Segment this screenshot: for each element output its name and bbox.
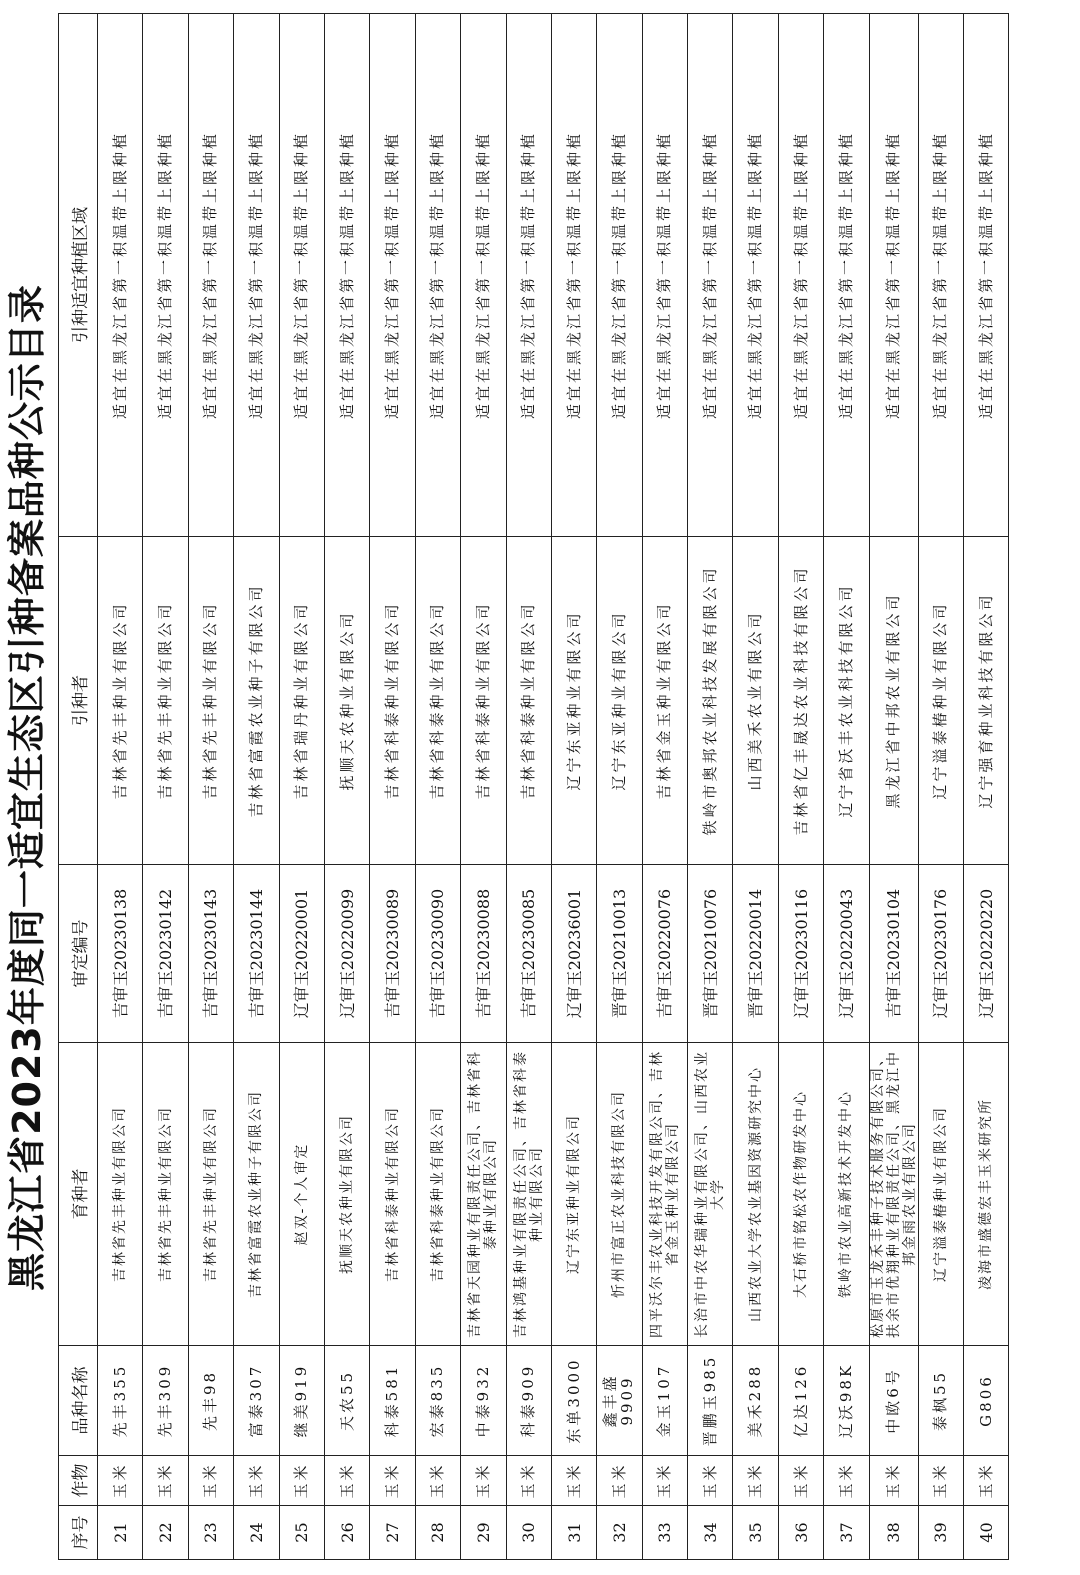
cell-introducer: 吉林省科泰种业有限公司 — [461, 537, 506, 865]
cell-breeder: 吉林鸿基种业有限责任公司、吉林省科泰种业有限公司 — [506, 1043, 551, 1346]
cell-approval: 吉审玉20230090 — [415, 865, 460, 1043]
cell-introducer: 吉林省富霞农业种子有限公司 — [234, 537, 279, 865]
cell-crop: 玉米 — [324, 1456, 369, 1506]
cell-variety: 先丰309 — [143, 1346, 188, 1456]
cell-crop: 玉米 — [461, 1456, 506, 1506]
header-approval: 审定编号 — [59, 865, 98, 1043]
cell-no: 32 — [597, 1506, 642, 1560]
table-row — [918, 14, 963, 1560]
cell-breeder: 辽宁东亚种业有限公司 — [551, 1043, 596, 1346]
cell-region: 适宜在黑龙江省第一积温带上限种植 — [415, 14, 460, 537]
cell-region: 适宜在黑龙江省第一积温带上限种植 — [642, 14, 687, 537]
table-row — [778, 14, 823, 1560]
cell-approval: 辽审玉20220043 — [824, 865, 869, 1043]
cell-region: 适宜在黑龙江省第一积温带上限种植 — [324, 14, 369, 537]
cell-crop: 玉米 — [506, 1456, 551, 1506]
cell-variety: 中欧6号 — [869, 1346, 918, 1456]
cell-approval: 吉审玉20230142 — [143, 865, 188, 1043]
header-variety: 品种名称 — [59, 1346, 98, 1456]
cell-breeder: 铁岭市农业高新技术开发中心 — [824, 1043, 869, 1346]
cell-introducer: 山西美禾农业有限公司 — [733, 537, 778, 865]
cell-crop: 玉米 — [370, 1456, 415, 1506]
cell-breeder: 辽宁溢泰椿种业有限公司 — [918, 1043, 963, 1346]
cell-no: 23 — [188, 1506, 233, 1560]
cell-approval: 晋审玉20210013 — [597, 865, 642, 1043]
table-row — [188, 14, 233, 1560]
cell-crop: 玉米 — [964, 1456, 1009, 1506]
cell-no: 37 — [824, 1506, 869, 1560]
cell-crop: 玉米 — [597, 1456, 642, 1506]
header-no: 序号 — [59, 1506, 98, 1560]
cell-region: 适宜在黑龙江省第一积温带上限种植 — [551, 14, 596, 537]
table-row — [461, 14, 506, 1560]
cell-breeder: 抚顺天农种业有限公司 — [324, 1043, 369, 1346]
cell-no: 30 — [506, 1506, 551, 1560]
cell-breeder: 大石桥市铭松农作物研发中心 — [778, 1043, 823, 1346]
cell-crop: 玉米 — [415, 1456, 460, 1506]
cell-variety: 科泰581 — [370, 1346, 415, 1456]
cell-variety: 天农55 — [324, 1346, 369, 1456]
cell-no: 38 — [869, 1506, 918, 1560]
cell-crop: 玉米 — [98, 1456, 143, 1506]
cell-no: 26 — [324, 1506, 369, 1560]
cell-variety: 亿达126 — [778, 1346, 823, 1456]
cell-breeder: 赵双-个人审定 — [279, 1043, 324, 1346]
cell-no: 35 — [733, 1506, 778, 1560]
header-introducer: 引种者 — [59, 537, 98, 865]
cell-approval: 吉审玉20230085 — [506, 865, 551, 1043]
cell-introducer: 辽宁东亚种业有限公司 — [551, 537, 596, 865]
header-row — [59, 14, 98, 1560]
cell-breeder: 吉林省先丰种业有限公司 — [188, 1043, 233, 1346]
table-row — [279, 14, 324, 1560]
table-row — [733, 14, 778, 1560]
table-row — [324, 14, 369, 1560]
cell-no: 25 — [279, 1506, 324, 1560]
cell-approval: 晋审玉20210076 — [688, 865, 733, 1043]
header-region: 引种适宜种植区域 — [59, 14, 98, 537]
cell-introducer: 抚顺天农种业有限公司 — [324, 537, 369, 865]
table-row — [869, 14, 918, 1560]
cell-approval: 晋审玉20220014 — [733, 865, 778, 1043]
cell-region: 适宜在黑龙江省第一积温带上限种植 — [370, 14, 415, 537]
cell-crop: 玉米 — [188, 1456, 233, 1506]
cell-breeder: 凌海市盛德宏丰玉米研究所 — [964, 1043, 1009, 1346]
cell-breeder: 吉林省先丰种业有限公司 — [98, 1043, 143, 1346]
cell-breeder: 松原市玉龙禾丰种子技术服务有限公司、扶余市优翔种业有限责任公司、黑龙江中邦金雨农业有限公司 — [869, 1043, 918, 1346]
cell-approval: 辽审玉20236001 — [551, 865, 596, 1043]
cell-crop: 玉米 — [733, 1456, 778, 1506]
cell-approval: 辽审玉20230176 — [918, 865, 963, 1043]
cell-introducer: 辽宁溢泰椿种业有限公司 — [918, 537, 963, 865]
header-breeder: 育种者 — [59, 1043, 98, 1346]
cell-variety: 泰枫55 — [918, 1346, 963, 1456]
cell-region: 适宜在黑龙江省第一积温带上限种植 — [688, 14, 733, 537]
cell-no: 24 — [234, 1506, 279, 1560]
cell-region: 适宜在黑龙江省第一积温带上限种植 — [778, 14, 823, 537]
cell-region: 适宜在黑龙江省第一积温带上限种植 — [279, 14, 324, 537]
variety-table — [58, 13, 1009, 1560]
cell-region: 适宜在黑龙江省第一积温带上限种植 — [733, 14, 778, 537]
cell-no: 33 — [642, 1506, 687, 1560]
cell-region: 适宜在黑龙江省第一积温带上限种植 — [98, 14, 143, 537]
cell-introducer: 黑龙江省中邦农业有限公司 — [869, 537, 918, 865]
cell-crop: 玉米 — [234, 1456, 279, 1506]
cell-approval: 吉审玉20230088 — [461, 865, 506, 1043]
table-row — [597, 14, 642, 1560]
cell-introducer: 吉林省金玉种业有限公司 — [642, 537, 687, 865]
page-title: 黑龙江省2023年度同一适宜生态区引种备案品种公示目录 — [5, 284, 49, 1291]
cell-breeder: 吉林省科泰种业有限公司 — [370, 1043, 415, 1346]
cell-region: 适宜在黑龙江省第一积温带上限种植 — [506, 14, 551, 537]
table-row — [506, 14, 551, 1560]
cell-approval: 吉审玉20230138 — [98, 865, 143, 1043]
table-body — [98, 14, 1009, 1560]
table-row — [415, 14, 460, 1560]
cell-variety: 先丰98 — [188, 1346, 233, 1456]
cell-breeder: 忻州市富正农业科技有限公司 — [597, 1043, 642, 1346]
cell-crop: 玉米 — [279, 1456, 324, 1506]
cell-region: 适宜在黑龙江省第一积温带上限种植 — [918, 14, 963, 537]
cell-breeder: 吉林省科泰种业有限公司 — [415, 1043, 460, 1346]
cell-region: 适宜在黑龙江省第一积温带上限种植 — [597, 14, 642, 537]
cell-breeder: 长治市中农华瑞种业有限公司、山西农业大学 — [688, 1043, 733, 1346]
cell-breeder: 吉林省先丰种业有限公司 — [143, 1043, 188, 1346]
cell-variety: 辽沃98K — [824, 1346, 869, 1456]
cell-introducer: 辽宁强育种业科技有限公司 — [964, 537, 1009, 865]
cell-introducer: 吉林省科泰种业有限公司 — [370, 537, 415, 865]
table-row — [143, 14, 188, 1560]
cell-variety: 美禾288 — [733, 1346, 778, 1456]
cell-introducer: 吉林省科泰种业有限公司 — [415, 537, 460, 865]
table-row — [688, 14, 733, 1560]
cell-introducer: 吉林省瑞丹种业有限公司 — [279, 537, 324, 865]
cell-introducer: 辽宁东亚种业有限公司 — [597, 537, 642, 865]
table-row — [98, 14, 143, 1560]
cell-no: 22 — [143, 1506, 188, 1560]
cell-breeder: 吉林省天园种业有限责任公司、吉林省科泰种业有限公司 — [461, 1043, 506, 1346]
cell-variety: 科泰909 — [506, 1346, 551, 1456]
cell-introducer: 吉林省科泰种业有限公司 — [506, 537, 551, 865]
cell-crop: 玉米 — [642, 1456, 687, 1506]
cell-region: 适宜在黑龙江省第一积温带上限种植 — [188, 14, 233, 537]
cell-variety: 继美919 — [279, 1346, 324, 1456]
cell-region: 适宜在黑龙江省第一积温带上限种植 — [964, 14, 1009, 537]
cell-approval: 吉审玉20230089 — [370, 865, 415, 1043]
cell-variety: 中泰932 — [461, 1346, 506, 1456]
cell-variety: 富泰307 — [234, 1346, 279, 1456]
cell-crop: 玉米 — [143, 1456, 188, 1506]
cell-approval: 吉审玉20230144 — [234, 865, 279, 1043]
cell-introducer: 辽宁省沃丰农业科技有限公司 — [824, 537, 869, 865]
cell-no: 28 — [415, 1506, 460, 1560]
cell-introducer: 吉林省亿丰晟达农业科技有限公司 — [778, 537, 823, 865]
cell-region: 适宜在黑龙江省第一积温带上限种植 — [824, 14, 869, 537]
cell-approval: 辽审玉20230116 — [778, 865, 823, 1043]
cell-approval: 辽审玉20220220 — [964, 865, 1009, 1043]
cell-variety: 晋鹏玉985 — [688, 1346, 733, 1456]
cell-crop: 玉米 — [551, 1456, 596, 1506]
cell-crop: 玉米 — [688, 1456, 733, 1506]
cell-variety: 东单3000 — [551, 1346, 596, 1456]
cell-crop: 玉米 — [778, 1456, 823, 1506]
cell-variety: G806 — [964, 1346, 1009, 1456]
table-row — [551, 14, 596, 1560]
cell-approval: 吉审玉20230104 — [869, 865, 918, 1043]
table-row — [964, 14, 1009, 1560]
cell-variety: 先丰355 — [98, 1346, 143, 1456]
table-row — [824, 14, 869, 1560]
cell-breeder: 吉林省富霞农业种子有限公司 — [234, 1043, 279, 1346]
cell-introducer: 铁岭市奥邦农业科技发展有限公司 — [688, 537, 733, 865]
cell-no: 39 — [918, 1506, 963, 1560]
cell-no: 34 — [688, 1506, 733, 1560]
cell-no: 27 — [370, 1506, 415, 1560]
cell-breeder: 四平沃尔丰农业科技开发有限公司、吉林省金玉种业有限公司 — [642, 1043, 687, 1346]
cell-crop: 玉米 — [824, 1456, 869, 1506]
cell-variety: 金玉107 — [642, 1346, 687, 1456]
cell-no: 29 — [461, 1506, 506, 1560]
cell-introducer: 吉林省先丰种业有限公司 — [143, 537, 188, 865]
cell-region: 适宜在黑龙江省第一积温带上限种植 — [461, 14, 506, 537]
cell-region: 适宜在黑龙江省第一积温带上限种植 — [234, 14, 279, 537]
cell-region: 适宜在黑龙江省第一积温带上限种植 — [869, 14, 918, 537]
cell-introducer: 吉林省先丰种业有限公司 — [188, 537, 233, 865]
cell-breeder: 山西农业大学农业基因资源研究中心 — [733, 1043, 778, 1346]
cell-approval: 吉审玉20230143 — [188, 865, 233, 1043]
header-crop: 作物 — [59, 1456, 98, 1506]
cell-approval: 吉审玉20220076 — [642, 865, 687, 1043]
cell-no: 36 — [778, 1506, 823, 1560]
cell-approval: 辽审玉20220099 — [324, 865, 369, 1043]
table-row — [234, 14, 279, 1560]
cell-region: 适宜在黑龙江省第一积温带上限种植 — [143, 14, 188, 537]
cell-no: 40 — [964, 1506, 1009, 1560]
cell-crop: 玉米 — [918, 1456, 963, 1506]
cell-variety: 宏泰835 — [415, 1346, 460, 1456]
cell-introducer: 吉林省先丰种业有限公司 — [98, 537, 143, 865]
cell-approval: 辽审玉20220001 — [279, 865, 324, 1043]
cell-no: 31 — [551, 1506, 596, 1560]
cell-crop: 玉米 — [869, 1456, 918, 1506]
cell-variety: 鑫丰盛9909 — [597, 1346, 642, 1456]
table-row — [370, 14, 415, 1560]
cell-no: 21 — [98, 1506, 143, 1560]
table-row — [642, 14, 687, 1560]
